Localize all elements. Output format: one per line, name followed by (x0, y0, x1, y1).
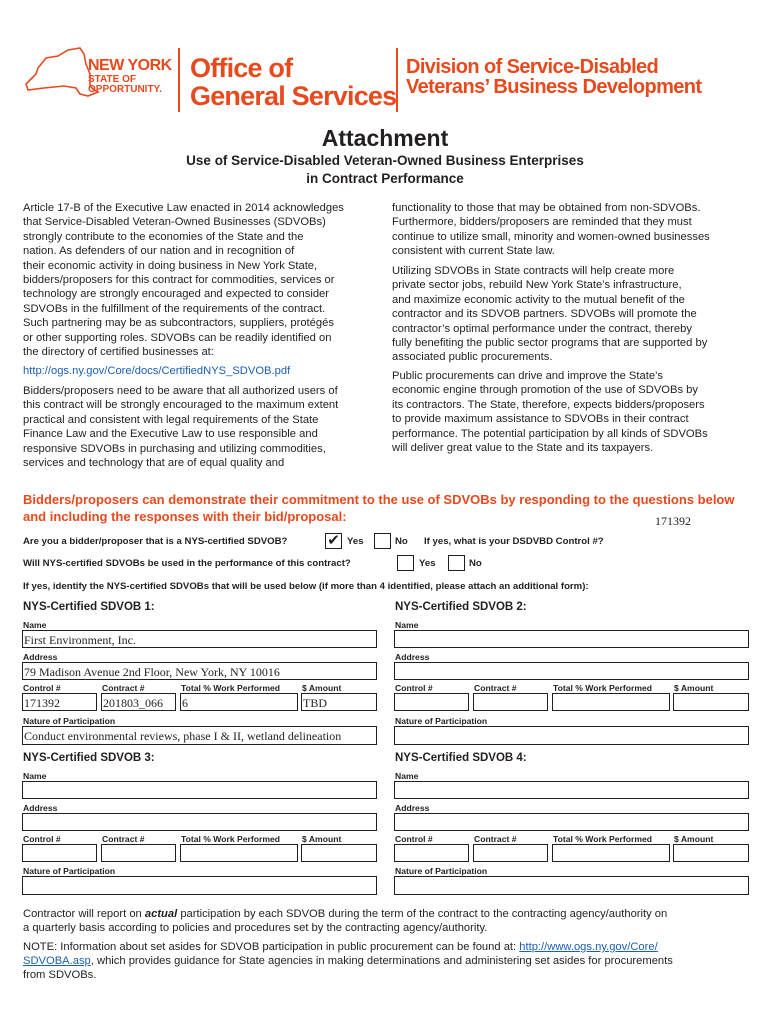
sdvob1-work-label: Total % Work Performed (181, 683, 281, 693)
text-line: SDVOBs in the fulfillment of the requirements of the contract. (23, 302, 326, 315)
q1-yes-checkbox[interactable]: ✔ (325, 533, 342, 549)
sdvob1-nature-field[interactable]: Conduct environmental reviews, phase I & II, wetland delineation (22, 726, 377, 745)
text-line: their economic activity in doing business in New York State, (23, 259, 318, 272)
sdvob1-contract-field[interactable]: 201803_066 (101, 693, 176, 711)
sdvob3-work-field[interactable] (180, 844, 298, 862)
sdvob2-name-label: Name (395, 620, 419, 630)
text-line: bidders/proposers for this contract for commodities, services or (23, 274, 335, 287)
q2-yes-label: Yes (419, 558, 436, 569)
sdvob2-address-label: Address (395, 652, 430, 662)
text-line: Public procurements can drive and improve the State’s (392, 370, 663, 382)
sdvob2-nature-field[interactable] (394, 726, 749, 745)
sdvob4-contract-field[interactable] (473, 844, 548, 862)
sdvob1-work-field[interactable]: 6 (180, 693, 298, 711)
text-line: strongly contribute to the economies of the State and the (23, 230, 304, 243)
question-certified-sdvob: Are you a bidder/proposer that is a NYS-certified SDVOB? (23, 536, 288, 547)
sdvob2-control-label: Control # (395, 683, 433, 693)
sdvob2-amount-field[interactable] (673, 693, 749, 711)
text-line: consistent with current State law. (392, 245, 555, 258)
sdvob3-work-label: Total % Work Performed (181, 834, 281, 844)
right-paragraph-2 (392, 264, 752, 365)
right-paragraph-3 (392, 369, 752, 455)
reporting-text-b: participation by each SDVOB during the term of the contract to the contracting agency/authority on (177, 908, 668, 920)
ogs-title-1: Office of (190, 53, 293, 83)
note-text-a: NOTE: Information about set asides for SDVOB participation in public procurement can be found at: (23, 941, 520, 953)
text-line: services and technology that are of equal quality and (23, 457, 285, 470)
text-line: functionality to those that may be obtained from non-SDVOBs. (392, 202, 701, 214)
sdvob1-control-label: Control # (23, 683, 61, 693)
text-line: Bidders/proposers need to be aware that all authorized users of (23, 385, 338, 397)
sdvob2-amount-label: $ Amount (674, 683, 714, 693)
sdvob1-contract-label: Contract # (102, 683, 145, 693)
text-line: Furthermore, bidders/proposers are reminded that they must (392, 216, 692, 229)
sdvob4-work-label: Total % Work Performed (553, 834, 653, 844)
text-line: Utilizing SDVOBs in State contracts will help create more (392, 265, 675, 277)
sdvoba-link-part2[interactable]: SDVOBA.asp (23, 955, 91, 968)
sdvob2-name-field[interactable] (394, 630, 749, 648)
sdvob3-contract-label: Contract # (102, 834, 145, 844)
header-divider-2 (396, 48, 398, 112)
sdvob4-nature-label: Nature of Participation (395, 866, 488, 876)
question-identify-sdvobs: If yes, identify the NYS-certified SDVOBs that will be used below (if more than 4 identified, please attach an additional form): (23, 581, 589, 592)
q2-no-checkbox[interactable] (448, 555, 465, 571)
note-text-c: from SDVOBs. (23, 969, 97, 982)
sdvob2-work-label: Total % Work Performed (553, 683, 653, 693)
text-line: to provide maximum assistance to SDVOBs in their contract (392, 413, 689, 426)
ny-wordmark: NEW YORK (88, 57, 172, 74)
sdvob4-amount-field[interactable] (673, 844, 749, 862)
sdvob2-address-field[interactable] (394, 662, 749, 680)
sdvob3-name-field[interactable] (22, 781, 377, 799)
sdvob4-heading: NYS-Certified SDVOB 4: (395, 752, 527, 764)
sdvob1-heading: NYS-Certified SDVOB 1: (23, 601, 155, 613)
text-line: Such partnering may be as subcontractors, suppliers, protégés (23, 317, 334, 330)
reporting-line-2: a quarterly basis according to policies and procedures set by the contracting agency/authority. (23, 922, 488, 935)
sdvob4-address-field[interactable] (394, 813, 749, 831)
text-line: its contractors. The State, therefore, expects bidders/proposers (392, 398, 705, 411)
sdvob2-nature-label: Nature of Participation (395, 716, 488, 726)
page-title: Attachment (321, 125, 449, 151)
sdvob3-amount-label: $ Amount (302, 834, 342, 844)
q2-no-label: No (469, 558, 482, 569)
sdvob4-name-label: Name (395, 771, 419, 781)
ogs-title-2: General Services (190, 81, 397, 111)
sdvob4-nature-field[interactable] (394, 876, 749, 895)
callout-line-2: and including the responses with their bid/proposal: (23, 509, 347, 524)
sdvob1-amount-label: $ Amount (302, 683, 342, 693)
reporting-paragraph (23, 907, 753, 935)
text-line: fully benefiting the public sector programs that are supported by (392, 337, 708, 350)
text-line: this contract will be strongly encouraged to the maximum extent (23, 399, 339, 412)
sdvob-directory-link[interactable]: http://ogs.ny.gov/Core/docs/CertifiedNYS_SDVOB.pdf (23, 365, 291, 377)
question-sdvob-used: Will NYS-certified SDVOBs be used in the performance of this contract? (23, 558, 351, 569)
left-paragraph-1 (23, 201, 383, 359)
sdvob3-address-field[interactable] (22, 813, 377, 831)
text-line: contractor and its SDVOB partners. SDVOBs will promote the (392, 308, 697, 321)
text-line: Article 17-B of the Executive Law enacted in 2014 acknowledges (23, 202, 344, 214)
text-line: that Service-Disabled Veteran-Owned Businesses (SDVOBs) (23, 216, 326, 229)
sdvob3-name-label: Name (23, 771, 47, 781)
sdvob2-work-field[interactable] (552, 693, 670, 711)
left-paragraph-2 (23, 384, 383, 470)
text-line: or other supporting roles. SDVOBs can be readily identified on (23, 331, 332, 344)
sdvob4-address-label: Address (395, 803, 430, 813)
q1-no-checkbox[interactable] (374, 533, 391, 549)
text-line: will deliver great value to the State and its taxpayers. (392, 442, 654, 455)
sdvob3-amount-field[interactable] (301, 844, 377, 862)
sdvob4-amount-label: $ Amount (674, 834, 714, 844)
sdvob2-heading: NYS-Certified SDVOB 2: (395, 601, 527, 613)
text-line: nation. As defenders of our nation and in recognition of (23, 245, 295, 258)
reporting-text-a: Contractor will report on (23, 908, 145, 920)
sdvob4-control-label: Control # (395, 834, 433, 844)
sdvob2-contract-field[interactable] (473, 693, 548, 711)
division-title-2: Veterans’ Business Development (406, 76, 702, 98)
sdvob1-amount-field[interactable]: TBD (301, 693, 377, 711)
header-divider (178, 48, 180, 112)
sdvob3-nature-field[interactable] (22, 876, 377, 895)
sdvob3-control-label: Control # (23, 834, 61, 844)
sdvob1-control-field[interactable]: 171392 (22, 693, 97, 711)
ny-tagline-2: OPPORTUNITY. (88, 84, 162, 95)
text-line: Finance Law and the Executive Law to use responsible and (23, 428, 318, 441)
sdvob3-nature-label: Nature of Participation (23, 866, 116, 876)
callout-line-1: Bidders/proposers can demonstrate their commitment to the use of SDVOBs by responding to the questions below (23, 492, 735, 507)
text-line: performance. The potential participation by all kinds of SDVOBs (392, 427, 708, 440)
note-text-b: , which provides guidance for State agencies in making determinations and administering set asides for procurements (90, 955, 673, 968)
q1-no-label: No (395, 536, 408, 547)
actual-emphasis: actual (144, 908, 178, 920)
q2-yes-checkbox[interactable] (397, 555, 414, 571)
text-line: responsive SDVOBs in purchasing and utilizing commodities, (23, 442, 326, 455)
division-title-1: Division of Service-Disabled (406, 56, 659, 78)
note-paragraph (23, 940, 753, 983)
sdvob1-nature-label: Nature of Participation (23, 716, 116, 726)
subtitle-line-2: in Contract Performance (306, 171, 464, 186)
text-line: practical and consistent with legal requirements of the State (23, 413, 319, 426)
sdvob1-name-label: Name (23, 620, 47, 630)
sdvob3-heading: NYS-Certified SDVOB 3: (23, 752, 155, 764)
sdvob4-control-field[interactable] (394, 844, 469, 862)
text-line: the directory of certified businesses at: (23, 346, 214, 359)
sdvob3-contract-field[interactable] (101, 844, 176, 862)
sdvob1-address-label: Address (23, 652, 58, 662)
sdvob1-address-field[interactable]: 79 Madison Avenue 2nd Floor, New York, NY 10016 (22, 662, 377, 680)
text-line: associated public procurements. (392, 351, 553, 364)
text-line: contractor’s optimal performance under the contract, thereby (392, 322, 692, 335)
reporting-line-1 (23, 907, 753, 921)
text-line: and maximize economic activity to the mutual benefit of the (392, 293, 685, 306)
text-line: private sector jobs, rebuild New York State’s infrastructure, (392, 279, 682, 292)
subtitle-line-1: Use of Service-Disabled Veteran-Owned Business Enterprises (186, 153, 584, 168)
q1-yes-label: Yes (347, 536, 364, 547)
sdvob3-address-label: Address (23, 803, 58, 813)
sdvob4-name-field[interactable] (394, 781, 749, 799)
control-number-value: 171392 (655, 514, 691, 528)
sdvob3-control-field[interactable] (22, 844, 97, 862)
text-line: continue to utilize small, minority and women-owned businesses (392, 230, 710, 243)
right-paragraph-1 (392, 201, 752, 259)
sdvob2-control-field[interactable] (394, 693, 469, 711)
ny-tagline-1: STATE OF (88, 74, 136, 85)
sdvob1-name-field[interactable]: First Environment, Inc. (22, 630, 377, 648)
text-line: technology are strongly encouraged and expected to consider (23, 288, 329, 301)
question-control-number: If yes, what is your DSDVBD Control #? (424, 536, 604, 547)
sdvob4-contract-label: Contract # (474, 834, 517, 844)
sdvob2-contract-label: Contract # (474, 683, 517, 693)
sdvob4-work-field[interactable] (552, 844, 670, 862)
text-line: economic engine through promotion of the use of SDVOBs by (392, 384, 698, 397)
sdvoba-link-part1[interactable]: http://www.ogs.ny.gov/Core/ (519, 941, 658, 953)
